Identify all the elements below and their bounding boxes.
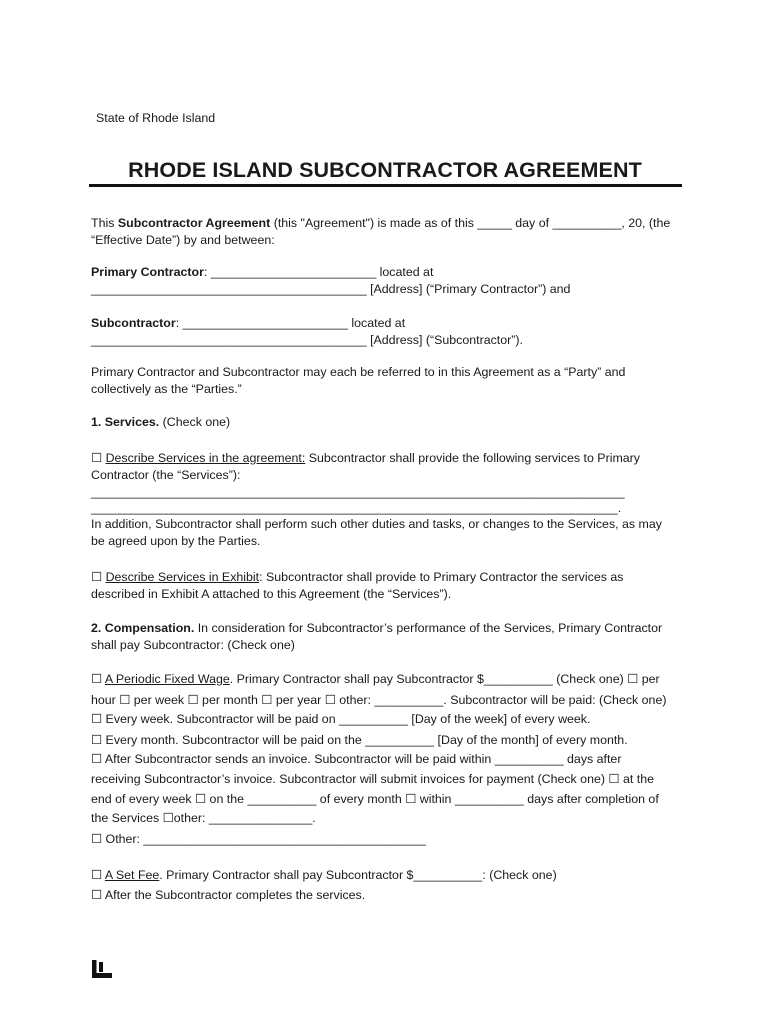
compensation-heading-bold: 2. Compensation.: [91, 621, 195, 635]
wage-line-3: ☐ Every week. Subcontractor will be paid on __________ [Day of the week] of every week.: [91, 712, 591, 726]
compensation-heading-rest: In consideration for Subcontractor’s performance of the Services, Primary Contractor: [194, 621, 663, 635]
intro-line-2: “Effective Date”) by and between:: [91, 233, 275, 247]
set-fee-label: A Set Fee: [104, 868, 160, 882]
wage-option: [91, 671, 660, 687]
primary-contractor-line-2: ________________________________________ [Address] (“Primary Contractor”) and: [91, 282, 571, 296]
parties-line-1: Primary Contractor and Subcontractor may each be referred to in this Agreement as a “Party” and: [91, 365, 626, 379]
checkbox-periodic-wage[interactable]: ☐: [91, 672, 105, 686]
services-heading: [91, 414, 230, 430]
wage-line-7: end of every week ☐ on the __________ of every month ☐ within __________ days after completion of: [91, 792, 659, 806]
services-option-exhibit-label: Describe Services in Exhibit: [105, 570, 260, 584]
subcontractor-line-2: ________________________________________ [Address] (“Subcontractor”).: [91, 333, 523, 347]
set-fee-line-2: ☐ After the Subcontractor completes the services.: [91, 888, 366, 902]
services-option-agreement-line-2: Contractor (the “Services”):: [91, 468, 241, 482]
services-blank-line-1[interactable]: ______________________________________________________________________________: [91, 485, 625, 499]
checkbox-services-agreement[interactable]: ☐: [91, 451, 106, 465]
wage-line-4: ☐ Every month. Subcontractor will be paid on the __________ [Day of the month] of every month.: [91, 733, 628, 747]
checkbox-services-exhibit[interactable]: ☐: [91, 570, 106, 584]
title-underline: [89, 184, 682, 187]
services-option-exhibit: [91, 569, 623, 585]
checkbox-set-fee[interactable]: ☐: [91, 868, 105, 882]
set-fee-option: [91, 867, 557, 883]
primary-contractor-label: Primary Contractor: [91, 265, 204, 279]
wage-line-6: receiving Subcontractor’s invoice. Subcontractor will submit invoices for payment (Check one) ☐ at the: [91, 772, 654, 786]
intro-text-rest: (this "Agreement") is made as of this _____ day of __________, 20, (the: [270, 216, 671, 230]
intro-line-1: [91, 215, 670, 231]
subcontractor-blank: : ________________________ located at: [175, 316, 406, 330]
services-heading-bold: 1. Services.: [91, 415, 160, 429]
wage-option-label: A Periodic Fixed Wage: [104, 672, 230, 686]
wage-line-9: ☐ Other: _________________________________________: [91, 832, 426, 846]
services-option-exhibit-text: : Subcontractor shall provide to Primary Contractor the services as: [259, 570, 624, 584]
intro-bold: Subcontractor Agreement: [117, 216, 271, 230]
services-additional-line-2: be agreed upon by the Parties.: [91, 534, 261, 548]
primary-contractor-line-1: [91, 264, 433, 280]
parties-line-2: collectively as the “Parties.”: [91, 382, 242, 396]
services-heading-rest: (Check one): [159, 415, 231, 429]
set-fee-text: . Primary Contractor shall pay Subcontractor $__________: (Check one): [159, 868, 557, 882]
wage-option-text: . Primary Contractor shall pay Subcontractor $__________ (Check one) ☐ per: [229, 672, 660, 686]
services-option-exhibit-line-2: described in Exhibit A attached to this Agreement (the “Services”).: [91, 587, 452, 601]
services-blank-line-2[interactable]: _____________________________________________________________________________.: [91, 501, 622, 515]
wage-line-5: ☐ After Subcontractor sends an invoice. Subcontractor will be paid within __________ days after: [91, 752, 622, 766]
primary-contractor-blank: : ________________________ located at: [203, 265, 434, 279]
wage-line-2: hour ☐ per week ☐ per month ☐ per year ☐ other: __________. Subcontractor will be paid: (Check one): [91, 693, 667, 707]
legal-templates-logo-icon: [92, 960, 112, 978]
state-label: State of Rhode Island: [96, 111, 216, 125]
intro-text: This: [91, 216, 118, 230]
wage-line-8: the Services ☐other: _______________.: [91, 811, 316, 825]
services-option-agreement: [91, 450, 640, 466]
subcontractor-line-1: [91, 315, 405, 331]
compensation-line-2: shall pay Subcontractor: (Check one): [91, 638, 295, 652]
services-option-agreement-text: Subcontractor shall provide the following services to Primary: [305, 451, 640, 465]
compensation-heading: [91, 620, 662, 636]
services-option-agreement-label: Describe Services in the agreement:: [105, 451, 306, 465]
subcontractor-label: Subcontractor: [91, 316, 176, 330]
services-additional-line-1: In addition, Subcontractor shall perform such other duties and tasks, or changes to the Services, as may: [91, 517, 662, 531]
document-title: RHODE ISLAND SUBCONTRACTOR AGREEMENT: [128, 158, 642, 182]
